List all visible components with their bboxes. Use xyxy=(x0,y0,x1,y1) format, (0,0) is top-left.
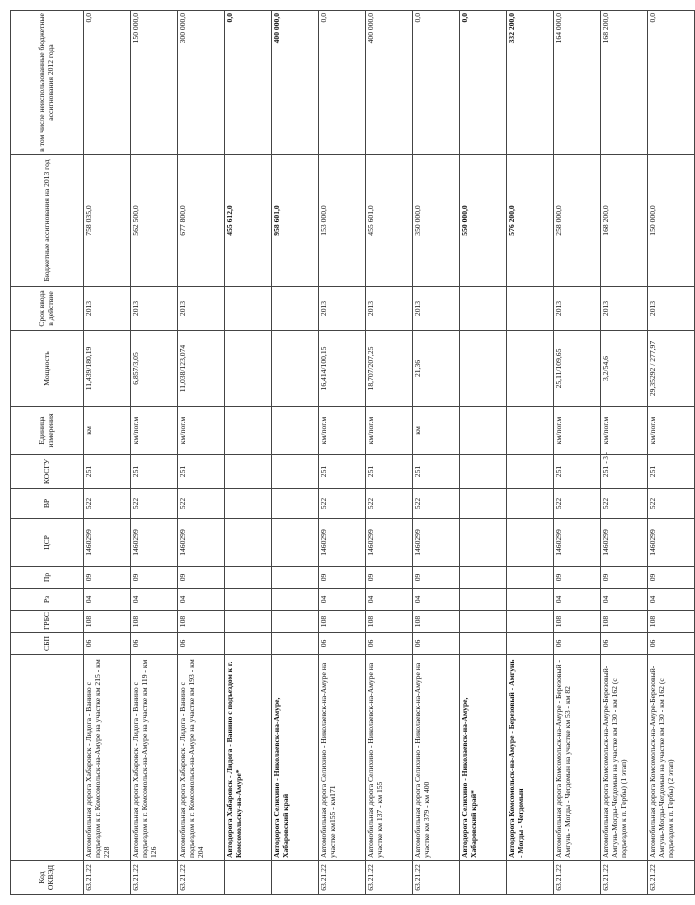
header-grbs: ГРБС xyxy=(11,611,84,633)
cell-term xyxy=(507,287,554,331)
cell-power: 3,2/54,6 xyxy=(601,331,648,407)
cell-unit: км/пог.м xyxy=(319,407,366,455)
cell-okved: 63.21.22 xyxy=(554,861,601,895)
cell-okved: 63.21.22 xyxy=(178,861,225,895)
cell-budget: 168 200,0 xyxy=(601,155,648,287)
cell-vr: 522 xyxy=(554,489,601,519)
cell-csr: 1460299 xyxy=(319,519,366,567)
cell-term: 2013 xyxy=(648,287,695,331)
cell-grbs: 108 xyxy=(554,611,601,633)
table-row xyxy=(648,11,695,895)
table-row xyxy=(554,11,601,895)
cell-rz: 04 xyxy=(178,589,225,611)
table-header-row xyxy=(11,11,84,895)
cell-vr: 522 xyxy=(178,489,225,519)
header-term: Срок ввода в действие xyxy=(11,287,84,331)
cell-unused: 0,0 xyxy=(413,11,460,155)
cell-unused: 0,0 xyxy=(84,11,131,155)
cell-term: 2013 xyxy=(413,287,460,331)
cell-term: 2013 xyxy=(131,287,178,331)
header-unused: в том числе неиспользованные бюджетные ассигнования 2012 года xyxy=(11,11,84,155)
cell-rz xyxy=(225,589,272,611)
cell-sbp: 06 xyxy=(601,633,648,655)
cell-csr: 1460299 xyxy=(554,519,601,567)
cell-unused: 0,0 xyxy=(648,11,695,155)
cell-pr: 09 xyxy=(84,567,131,589)
cell-vr: 522 xyxy=(413,489,460,519)
cell-csr xyxy=(460,519,507,567)
cell-name: Автодорога Селихино - Николаевск-на-Амуре, Хабаровский край xyxy=(272,655,319,861)
cell-kosgu xyxy=(507,455,554,489)
cell-rz: 04 xyxy=(648,589,695,611)
cell-unused: 332 200,0 xyxy=(507,11,554,155)
rotated-table-wrapper xyxy=(10,11,675,895)
header-power: Мощность xyxy=(11,331,84,407)
cell-okved xyxy=(272,861,319,895)
cell-okved xyxy=(507,861,554,895)
cell-name: Автомобильная дорога Комсомольск-на-Амуре-Березовый-Амгунь-Могды-Чегдомын на участке км 130 - км 162 (с подъездом к п. Гербы) (1 этап) xyxy=(601,655,648,861)
cell-sbp: 06 xyxy=(648,633,695,655)
table-row xyxy=(460,11,507,895)
cell-rz: 04 xyxy=(84,589,131,611)
cell-unused: 168 200,0 xyxy=(601,11,648,155)
cell-csr: 1460299 xyxy=(366,519,413,567)
cell-pr: 09 xyxy=(554,567,601,589)
header-kosgu: КОСГУ xyxy=(11,455,84,489)
header-sbp: СБП xyxy=(11,633,84,655)
page-number: - 3 - xyxy=(602,452,610,464)
cell-kosgu: 251 xyxy=(366,455,413,489)
cell-unused: 300 000,0 xyxy=(178,11,225,155)
cell-unused: 0,0 xyxy=(225,11,272,155)
cell-unit: км xyxy=(84,407,131,455)
cell-kosgu: 251 xyxy=(178,455,225,489)
cell-rz xyxy=(507,589,554,611)
cell-csr: 1460299 xyxy=(648,519,695,567)
cell-power: 25,11/109,65 xyxy=(554,331,601,407)
cell-power xyxy=(507,331,554,407)
cell-okved xyxy=(225,861,272,895)
budget-table xyxy=(10,10,695,895)
table-row xyxy=(319,11,366,895)
cell-pr: 09 xyxy=(648,567,695,589)
cell-okved: 63.21.22 xyxy=(648,861,695,895)
cell-sbp xyxy=(460,633,507,655)
cell-sbp: 06 xyxy=(84,633,131,655)
cell-term: 2013 xyxy=(319,287,366,331)
cell-rz: 04 xyxy=(601,589,648,611)
cell-power xyxy=(460,331,507,407)
header-vr: ВР xyxy=(11,489,84,519)
cell-grbs: 108 xyxy=(413,611,460,633)
cell-rz xyxy=(272,589,319,611)
cell-pr xyxy=(460,567,507,589)
cell-kosgu: 251 xyxy=(84,455,131,489)
table-row xyxy=(413,11,460,895)
cell-term: 2013 xyxy=(601,287,648,331)
cell-okved: 63.21.22 xyxy=(84,861,131,895)
cell-grbs: 108 xyxy=(648,611,695,633)
cell-pr: 09 xyxy=(413,567,460,589)
cell-power xyxy=(272,331,319,407)
cell-sbp: 06 xyxy=(554,633,601,655)
table-row xyxy=(84,11,131,895)
cell-vr: 522 xyxy=(601,489,648,519)
cell-grbs xyxy=(225,611,272,633)
cell-kosgu xyxy=(272,455,319,489)
cell-pr xyxy=(507,567,554,589)
cell-grbs: 108 xyxy=(366,611,413,633)
cell-sbp xyxy=(225,633,272,655)
cell-csr: 1460299 xyxy=(413,519,460,567)
cell-vr: 522 xyxy=(84,489,131,519)
cell-power: 21,36 xyxy=(413,331,460,407)
cell-unit: км/пог.м xyxy=(366,407,413,455)
cell-power: 11,038/123,074 xyxy=(178,331,225,407)
cell-unit xyxy=(507,407,554,455)
cell-unused: 400 000,0 xyxy=(272,11,319,155)
cell-unit xyxy=(460,407,507,455)
cell-unused: 150 000,0 xyxy=(131,11,178,155)
cell-term xyxy=(272,287,319,331)
cell-unused: 0,0 xyxy=(319,11,366,155)
cell-sbp xyxy=(272,633,319,655)
cell-pr xyxy=(225,567,272,589)
cell-term xyxy=(225,287,272,331)
cell-budget: 153 000,0 xyxy=(319,155,366,287)
cell-csr: 1460299 xyxy=(601,519,648,567)
cell-unit: км/пог.м xyxy=(178,407,225,455)
cell-okved: 63.21.22 xyxy=(131,861,178,895)
cell-kosgu: 251 xyxy=(648,455,695,489)
cell-kosgu: 251 xyxy=(131,455,178,489)
cell-kosgu: 251 xyxy=(319,455,366,489)
cell-budget: 677 800,0 xyxy=(178,155,225,287)
cell-name: Автомобильная дорога Селихино - Николаевск-на-Амуре на участке км 137 - км 155 xyxy=(366,655,413,861)
header-budget: Бюджетные ассигнования на 2013 год xyxy=(11,155,84,287)
header-rz: Рз xyxy=(11,589,84,611)
cell-pr: 09 xyxy=(319,567,366,589)
cell-budget: 150 000,0 xyxy=(648,155,695,287)
header-csr: ЦСР xyxy=(11,519,84,567)
cell-sbp: 06 xyxy=(319,633,366,655)
cell-sbp: 06 xyxy=(366,633,413,655)
cell-vr: 522 xyxy=(366,489,413,519)
cell-unit: км/пог.м xyxy=(648,407,695,455)
table-row xyxy=(178,11,225,895)
cell-rz: 04 xyxy=(413,589,460,611)
cell-name: Автомобильная дорога Комсомольск-на-Амуре-Березовый-Амгунь-Могды-Чегдомын на участке км 130 - км 162 (с подъездом к п. Гербы) (2 этап) xyxy=(648,655,695,861)
cell-unused: 164 000,0 xyxy=(554,11,601,155)
cell-grbs xyxy=(272,611,319,633)
table-row xyxy=(225,11,272,895)
cell-name: Автодорога Селихино - Николаевск-на-Амуре, Хабаровский край* xyxy=(460,655,507,861)
header-name xyxy=(11,655,84,861)
header-unit: Единица измерения xyxy=(11,407,84,455)
cell-pr: 09 xyxy=(601,567,648,589)
cell-power: 11,439/180,19 xyxy=(84,331,131,407)
cell-grbs: 108 xyxy=(319,611,366,633)
cell-unit: км xyxy=(413,407,460,455)
cell-term: 2013 xyxy=(554,287,601,331)
cell-okved: 63.21.22 xyxy=(366,861,413,895)
cell-kosgu: 251 xyxy=(413,455,460,489)
cell-csr xyxy=(507,519,554,567)
cell-vr: 522 xyxy=(319,489,366,519)
cell-budget: 562 500,0 xyxy=(131,155,178,287)
cell-kosgu: 251 xyxy=(601,455,648,489)
cell-budget: 576 200,0 xyxy=(507,155,554,287)
cell-budget: 958 601,0 xyxy=(272,155,319,287)
cell-sbp: 06 xyxy=(131,633,178,655)
cell-rz xyxy=(460,589,507,611)
cell-unused: 0,0 xyxy=(460,11,507,155)
cell-grbs: 108 xyxy=(131,611,178,633)
cell-unit xyxy=(225,407,272,455)
cell-grbs xyxy=(460,611,507,633)
cell-okved: 63.21.22 xyxy=(601,861,648,895)
table-row xyxy=(131,11,178,895)
cell-okved: 63.21.22 xyxy=(413,861,460,895)
cell-unused: 400 000,0 xyxy=(366,11,413,155)
cell-rz: 04 xyxy=(554,589,601,611)
cell-csr xyxy=(272,519,319,567)
cell-kosgu: 251 xyxy=(554,455,601,489)
cell-okved: 63.21.22 xyxy=(319,861,366,895)
cell-vr xyxy=(225,489,272,519)
cell-kosgu xyxy=(225,455,272,489)
cell-budget: 350 000,0 xyxy=(413,155,460,287)
cell-unit: км/пог.м xyxy=(131,407,178,455)
cell-sbp xyxy=(507,633,554,655)
cell-term xyxy=(460,287,507,331)
cell-okved xyxy=(460,861,507,895)
cell-budget: 758 035,0 xyxy=(84,155,131,287)
cell-sbp: 06 xyxy=(178,633,225,655)
cell-term: 2013 xyxy=(366,287,413,331)
cell-csr: 1460299 xyxy=(131,519,178,567)
cell-term: 2013 xyxy=(84,287,131,331)
cell-power: 18,707/207,25 xyxy=(366,331,413,407)
cell-unit xyxy=(272,407,319,455)
cell-vr: 522 xyxy=(648,489,695,519)
cell-name: Автодорога Хабаровск - Лидога - Ванино с подъездом к г. Комсомольску-на-Амуре* xyxy=(225,655,272,861)
table-row xyxy=(366,11,413,895)
cell-name: Автодорога Комсомольск-на-Амуре - Березовый - Амгунь - Могды - Чегдомын xyxy=(507,655,554,861)
cell-budget: 455 612,0 xyxy=(225,155,272,287)
cell-grbs: 108 xyxy=(601,611,648,633)
cell-power: 29,35292 / 277,97 xyxy=(648,331,695,407)
cell-power: 16,414/100,15 xyxy=(319,331,366,407)
cell-grbs xyxy=(507,611,554,633)
cell-rz: 04 xyxy=(319,589,366,611)
cell-name: Автомобильная дорога Хабаровск - Лидога - Ванино с подъездом к г. Комсомольск-на-Амуре на участке км 119 - км 126 xyxy=(131,655,178,861)
cell-csr: 1460299 xyxy=(84,519,131,567)
cell-name: Автомобильная дорога Селихино - Николаевск-на-Амуре на участке км155 - км171 xyxy=(319,655,366,861)
cell-rz: 04 xyxy=(131,589,178,611)
header-pr: Пр xyxy=(11,567,84,589)
cell-grbs: 108 xyxy=(178,611,225,633)
cell-vr: 522 xyxy=(131,489,178,519)
cell-name: Автомобильная дорога Хабаровск - Лидога - Ванино с подъездом к г. Комсомольск-на-Амуре на участке км 215 - км 228 xyxy=(84,655,131,861)
cell-csr: 1460299 xyxy=(178,519,225,567)
cell-name: Автомобильная дорога Селихино - Николаевск-на-Амуре на участке км 379 - км 400 xyxy=(413,655,460,861)
cell-grbs: 108 xyxy=(84,611,131,633)
cell-sbp: 06 xyxy=(413,633,460,655)
cell-vr xyxy=(507,489,554,519)
cell-power: 6,857/3,05 xyxy=(131,331,178,407)
cell-unit: км/пог.м xyxy=(601,407,648,455)
cell-vr xyxy=(272,489,319,519)
table-row xyxy=(507,11,554,895)
cell-pr: 09 xyxy=(366,567,413,589)
cell-vr xyxy=(460,489,507,519)
cell-kosgu xyxy=(460,455,507,489)
cell-name: Автомобильная дорога Хабаровск - Лидога - Ванино с подъездом к г. Комсомольск-на-Амуре на участке км 193 - км 204 xyxy=(178,655,225,861)
table-row xyxy=(272,11,319,895)
header-okved: Код ОКВЭД xyxy=(11,861,84,895)
cell-pr: 09 xyxy=(131,567,178,589)
cell-budget: 550 000,0 xyxy=(460,155,507,287)
cell-term: 2013 xyxy=(178,287,225,331)
cell-pr xyxy=(272,567,319,589)
cell-name: Автомобильная дорога Комсомольск-на-Амуре - Березовый - Амгунь - Могды - Чегдомын на участке км 53 - км 82 xyxy=(554,655,601,861)
cell-unit: км/пог.м xyxy=(554,407,601,455)
cell-csr xyxy=(225,519,272,567)
cell-budget: 455 601,0 xyxy=(366,155,413,287)
cell-rz: 04 xyxy=(366,589,413,611)
cell-power xyxy=(225,331,272,407)
cell-budget: 258 000,0 xyxy=(554,155,601,287)
cell-pr: 09 xyxy=(178,567,225,589)
